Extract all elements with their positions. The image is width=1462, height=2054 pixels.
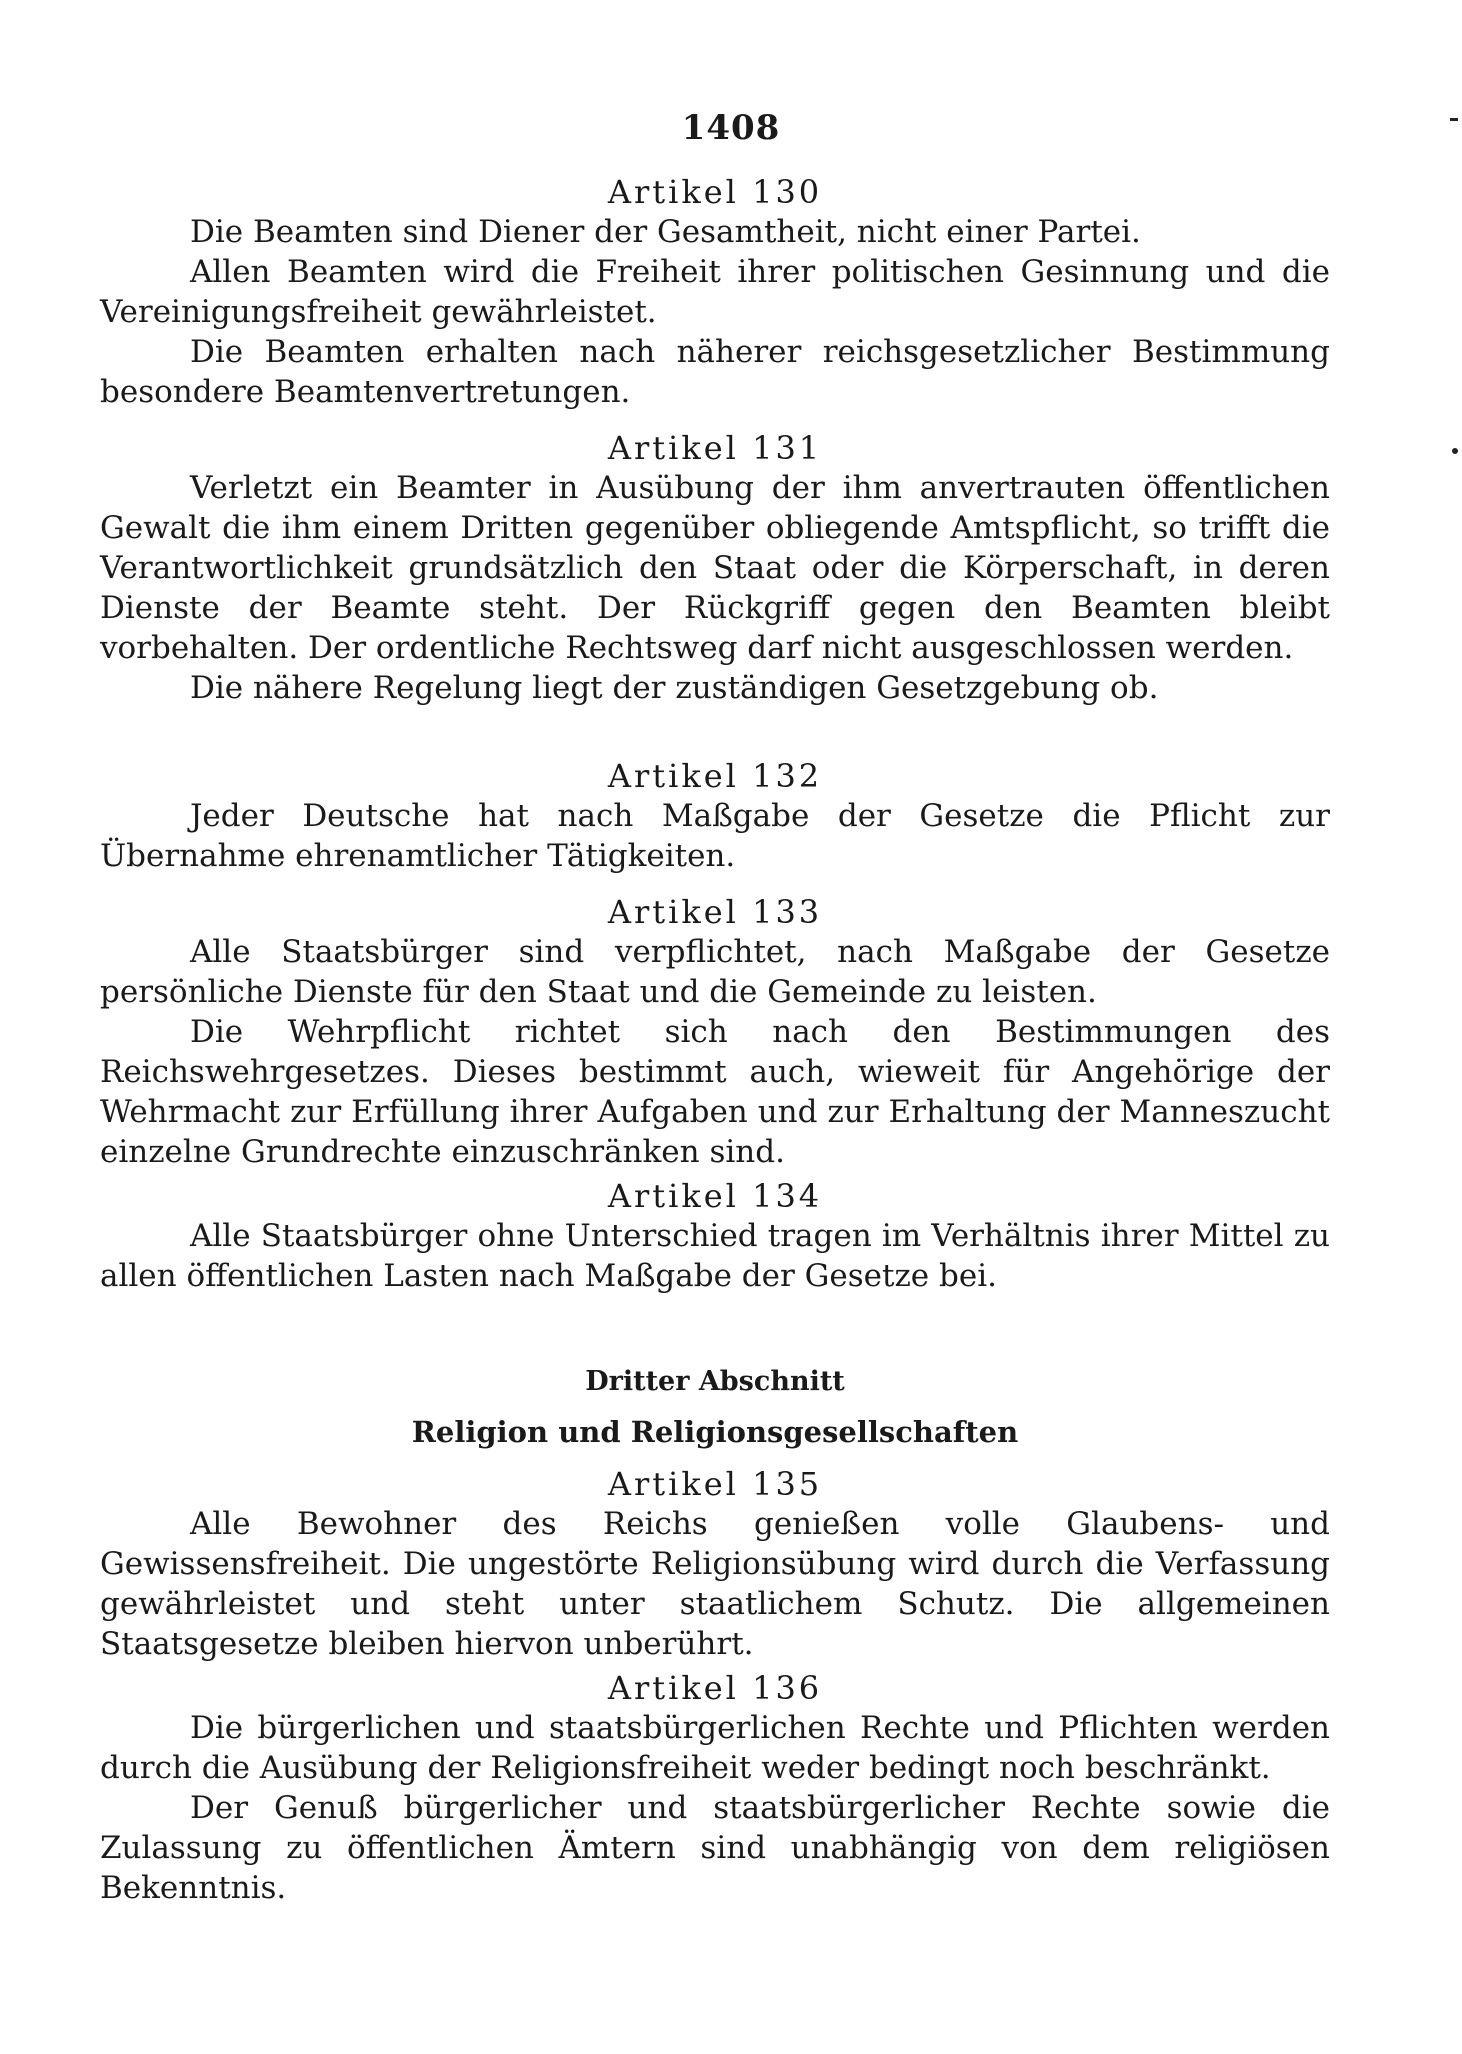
article-heading: Artikel 130 bbox=[607, 173, 823, 211]
scan-mark bbox=[1450, 118, 1458, 121]
article-paragraph: Alle Staatsbürger ohne Unterschied tragen im Verhältnis ihrer Mittel zu allen öffentlichen Lasten nach Maßgabe der Gesetze bei. bbox=[100, 1218, 1330, 1294]
section-subtitle: Religion und Religionsgesellschaften bbox=[411, 1415, 1019, 1449]
article-136 bbox=[100, 1668, 1330, 1908]
scan-mark bbox=[1452, 448, 1458, 454]
article-135 bbox=[100, 1464, 1330, 1664]
article-130 bbox=[100, 172, 1330, 412]
article-paragraph: Jeder Deutsche hat nach Maßgabe der Gesetze die Pflicht zur Übernahme ehrenamtlicher Tätigkeiten. bbox=[100, 798, 1330, 874]
article-paragraph: Alle Staatsbürger sind verpflichtet, nach Maßgabe der Gesetze persönliche Dienste für den Staat und die Gemeinde zu leisten. bbox=[100, 934, 1330, 1010]
article-paragraph: Die bürgerlichen und staatsbürgerlichen Rechte und Pflichten werden durch die Ausübung der Religionsfreiheit weder bedingt noch beschränkt. bbox=[100, 1710, 1330, 1786]
article-paragraph: Die nähere Regelung liegt der zuständigen Gesetzgebung ob. bbox=[190, 670, 1159, 706]
section-subheader bbox=[100, 1412, 1330, 1452]
article-134 bbox=[100, 1176, 1330, 1296]
article-paragraph: Alle Bewohner des Reichs genießen volle Glaubens- und Gewissensfreiheit. Die ungestörte Religionsübung wird durch die Verfassung gewährleistet und steht unter staatlichem Schutz. Die allgemeinen Staatsgesetze bleiben hiervon unberührt. bbox=[100, 1506, 1330, 1662]
article-paragraph: Die Wehrpflicht richtet sich nach den Bestimmungen des Reichswehrgesetzes. Dieses bestimmt auch, wieweit für Angehörige der Wehrmacht zur Erfüllung ihrer Aufgaben und zur Erhaltung der Manneszucht einzelne Grundrechte einzuschränken sind. bbox=[100, 1014, 1330, 1170]
article-heading: Artikel 135 bbox=[607, 1465, 823, 1503]
article-paragraph: Allen Beamten wird die Freiheit ihrer politischen Gesinnung und die Vereinigungsfreiheit gewährleistet. bbox=[100, 254, 1330, 330]
article-heading: Artikel 136 bbox=[607, 1669, 823, 1707]
article-paragraph: Die Beamten sind Diener der Gesamtheit, nicht einer Partei. bbox=[190, 214, 1141, 250]
article-heading: Artikel 134 bbox=[607, 1177, 823, 1215]
article-heading: Artikel 133 bbox=[607, 893, 823, 931]
article-132 bbox=[100, 756, 1330, 876]
article-paragraph: Verletzt ein Beamter in Ausübung der ihm anvertrauten öffentlichen Gewalt die ihm einem Dritten gegenüber obliegende Amtspflicht, so trifft die Verantwortlichkeit grundsätzlich den Staat oder die Körperschaft, in deren Dienste der Beamte steht. Der Rückgriff gegen den Beamten bleibt vorbehalten. Der ordentliche Rechtsweg darf nicht ausgeschlossen werden. bbox=[100, 470, 1330, 666]
section-title: Dritter Abschnitt bbox=[585, 1366, 845, 1397]
article-paragraph: Der Genuß bürgerlicher und staatsbürgerlicher Rechte sowie die Zulassung zu öffentlichen Ämtern sind unabhängig von dem religiösen Bekenntnis. bbox=[100, 1790, 1330, 1906]
page-number: 1408 bbox=[681, 108, 781, 148]
article-heading: Artikel 131 bbox=[607, 429, 823, 467]
section-header bbox=[100, 1362, 1330, 1402]
article-heading: Artikel 132 bbox=[607, 757, 823, 795]
article-133 bbox=[100, 892, 1330, 1172]
article-131 bbox=[100, 428, 1330, 708]
article-paragraph: Die Beamten erhalten nach näherer reichsgesetzlicher Bestimmung besondere Beamtenvertretungen. bbox=[100, 334, 1330, 410]
